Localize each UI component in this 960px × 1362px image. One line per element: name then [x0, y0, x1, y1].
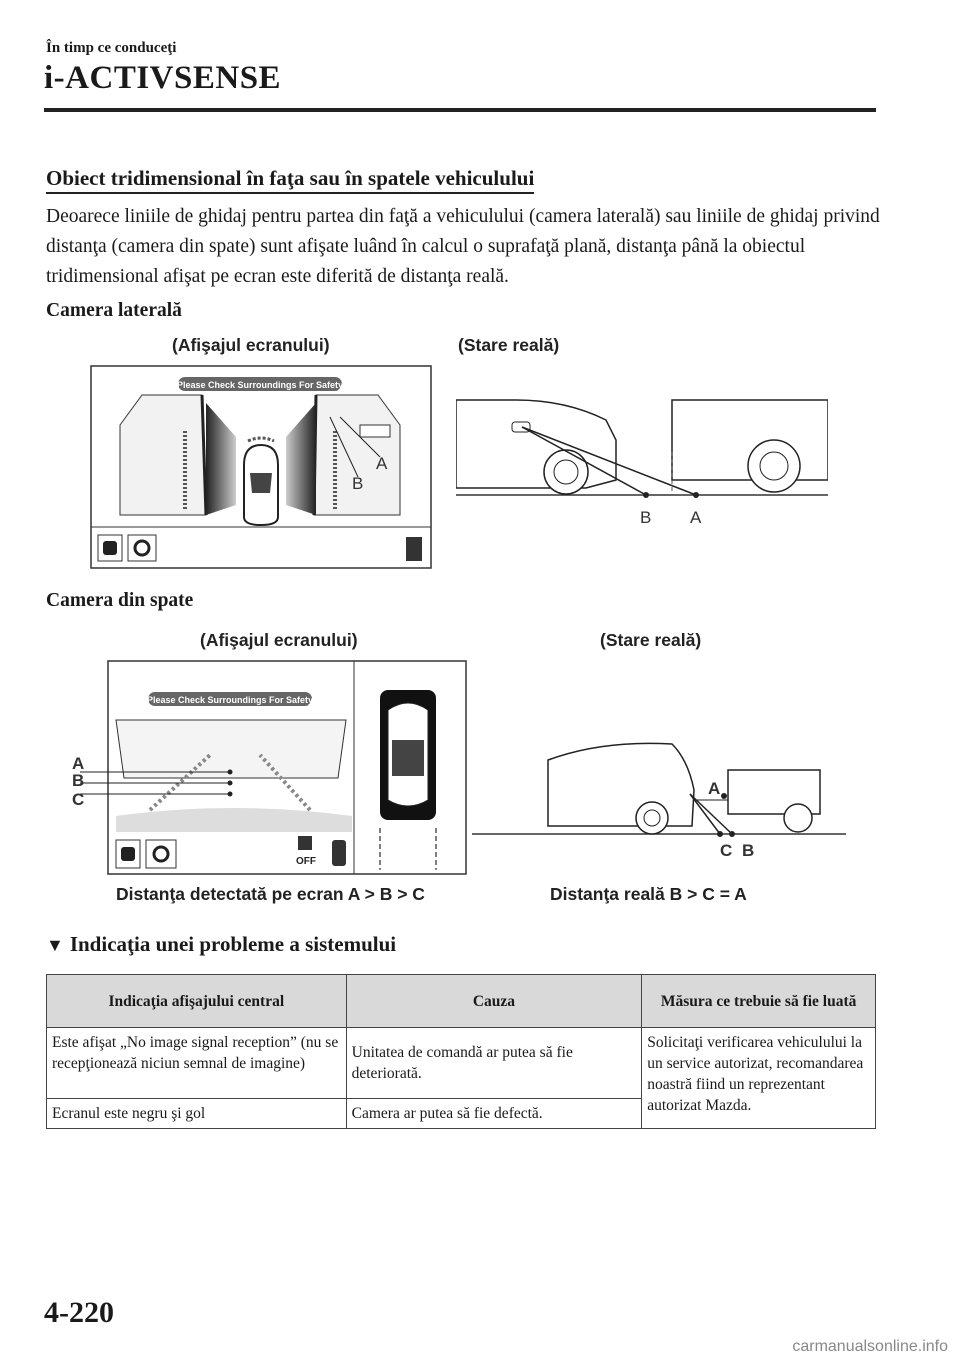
- rear-banner-text: Please Check Surroundings For Safety: [146, 695, 314, 705]
- camera-switch-icon: [103, 541, 117, 555]
- column-header: Măsura ce trebuie să fie luată: [642, 975, 876, 1028]
- side-real-marker-b: B: [640, 508, 652, 527]
- parking-sensor-icon: [332, 840, 346, 866]
- side-real-label: (Stare reală): [458, 335, 560, 355]
- rear-real-marker-a: A: [708, 779, 721, 798]
- side-banner-text: Please Check Surroundings For Safety: [176, 380, 344, 390]
- chapter-title: i-ACTIVSENSE: [44, 60, 282, 96]
- rear-screen-caption: Distanţa detectată pe ecran A > B > C: [116, 884, 425, 904]
- rear-real-marker-c: C: [720, 841, 733, 860]
- side-screen-marker-b: B: [352, 474, 364, 493]
- camera-switch-icon: [121, 847, 135, 861]
- problems-heading: [46, 932, 396, 957]
- rear-screen-marker-b: B: [72, 771, 85, 790]
- rear-camera-screen-figure: [70, 660, 468, 876]
- action-cell: Solicitaţi verificarea vehiculului la un service autorizat, recomandarea noastră fiind un reprezentant autorizat Mazda.: [642, 1028, 876, 1129]
- side-camera-title: Camera laterală: [46, 300, 182, 321]
- column-header: Indicaţia afişajului central: [47, 975, 347, 1028]
- problems-table: [46, 974, 876, 1129]
- side-screen-label: (Afişajul ecranului): [172, 335, 330, 355]
- rear-real-state-figure: [472, 730, 846, 860]
- rear-real-caption: Distanţa reală B > C = A: [550, 884, 747, 904]
- rear-screen-marker-a: A: [72, 754, 85, 773]
- indication-cell: Ecranul este negru şi gol: [47, 1099, 347, 1129]
- side-screen-marker-a: A: [376, 454, 388, 473]
- rear-real-marker-b: B: [742, 841, 755, 860]
- triangle-bullet-icon: ▼: [46, 935, 64, 955]
- section-label: În timp ce conduceţi: [46, 40, 177, 56]
- indication-cell: Este afişat „No image signal reception” (nu se recepţionează niciun semnal de imagine): [47, 1028, 347, 1099]
- subheading: Obiect tridimensional în faţa sau în spatele vehiculului: [46, 166, 534, 194]
- sensor-icon: [406, 537, 422, 561]
- intro-paragraph: Deoarece liniile de ghidaj pentru partea din faţă a vehiculului (camera laterală) sau liniile de ghidaj privind distanţa (camera din spate) sunt afişate luând în calcul o suprafaţă plană, distanţa până la obiectul tridimensional afişat pe ecran este diferită de distanţa reală.: [46, 206, 880, 287]
- rear-screen-label: (Afişajul ecranului): [200, 630, 358, 650]
- problems-heading-text: Indicaţia unei probleme a sistemului: [69, 932, 397, 956]
- rear-camera-title: Camera din spate: [46, 590, 194, 611]
- sensor-off-label: OFF: [296, 856, 316, 867]
- cause-cell: Camera ar putea să fie defectă.: [346, 1099, 642, 1129]
- header-rule: [44, 108, 876, 112]
- sensor-off-icon: [298, 836, 312, 850]
- watermark: carmanualsonline.info: [792, 1338, 948, 1355]
- side-real-state-figure: [456, 380, 828, 530]
- cause-cell: Unitatea de comandă ar putea să fie deteriorată.: [346, 1028, 642, 1099]
- table-header-row: [47, 975, 876, 1028]
- rear-screen-marker-c: C: [72, 790, 85, 809]
- page-number: 4-220: [44, 1296, 114, 1329]
- side-camera-screen-figure: [90, 365, 432, 569]
- column-header: Cauza: [346, 975, 642, 1028]
- table-row: [47, 1028, 876, 1099]
- rear-real-label: (Stare reală): [600, 630, 702, 650]
- side-real-marker-a: A: [690, 508, 702, 527]
